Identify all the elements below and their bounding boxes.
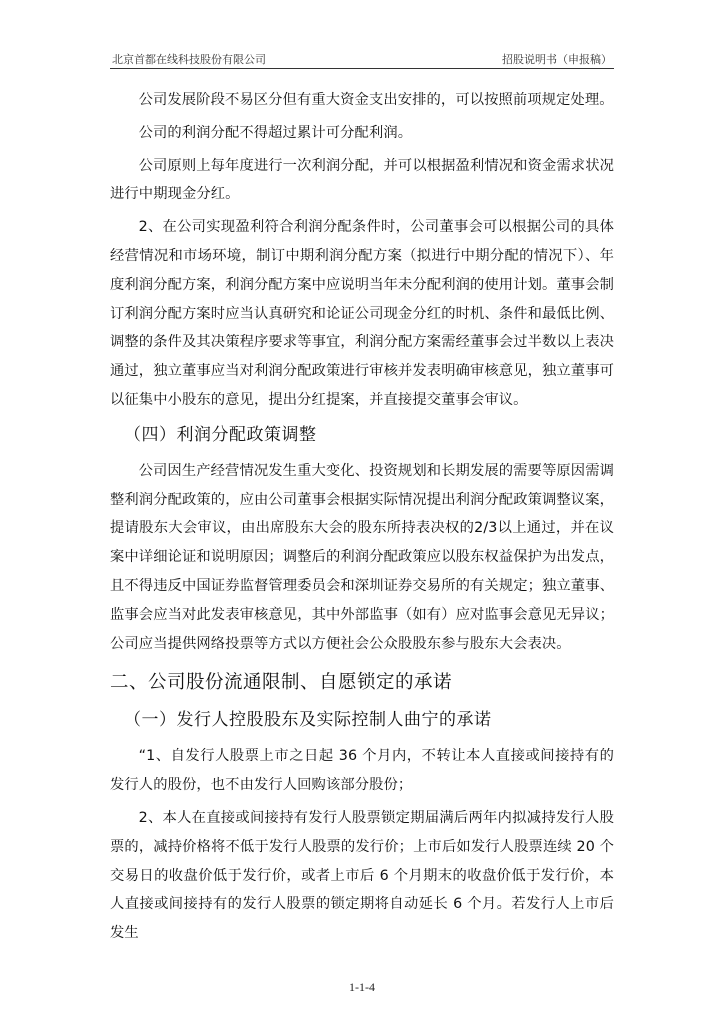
page-header <box>110 50 614 69</box>
paragraph: 公司因生产经营情况发生重大变化、投资规划和长期发展的需要等原因需调整利润分配政策的，应由公司董事会根据实际情况提出利润分配政策调整议案，提请股东大会审议，由出席股东大会的股东所持表决权的2/3以上通过，并在议案中详细论证和说明原因；调整后的利润分配政策应以股东权益保护为出发点，且不得违反中国证券监督管理委员会和深圳证券交易所的有关规定；独立董事、监事会应当对此发表审核意见，其中外部监事（如有）应对监事会意见无异议；公司应当提供网络投票等方式以方便社会公众股股东参与股东大会表决。 <box>110 462 614 652</box>
page-number: 1-1-4 <box>349 980 375 994</box>
paragraph: 2、在公司实现盈利符合利润分配条件时，公司董事会可以根据公司的具体经营情况和市场环境，制订中期利润分配方案（拟进行中期分配的情况下）、年度利润分配方案，利润分配方案中应说明当年未分配利润的使用计划。董事会制订利润分配方案时应当认真研究和论证公司现金分红的时机、条件和最低比例、调整的条件及其决策程序要求等事宜，利润分配方案需经董事会过半数以上表决通过，独立董事应当对利润分配政策进行审核并发表明确审核意见，独立董事可以征集中小股东的意见，提出分红提案，并直接提交董事会审议。 <box>110 219 614 408</box>
paragraph: 公司的利润分配不得超过累计可分配利润。 <box>138 124 413 141</box>
paragraph: 公司原则上每年度进行一次利润分配，并可以根据盈利情况和资金需求状况进行中期现金分红。 <box>110 157 614 203</box>
section-heading-profit-policy-adjustment: （四）利润分配政策调整 <box>124 424 317 445</box>
document-body <box>110 86 614 952</box>
section-heading-controlling-shareholder: （一）发行人控股股东及实际控制人曲宁的承诺 <box>124 710 492 731</box>
header-company-name: 北京首都在线科技股份有限公司 <box>112 53 266 66</box>
paragraph: 2、本人在直接或间接持有发行人股票锁定期届满后两年内拟减持发行人股票的，减持价格将不低于发行人股票的发行价；上市后如发行人股票连续 20 个交易日的收盘价低于发行价，或者上市后 6 个月期末的收盘价低于发行价，本人直接或间接持有的发行人股票的锁定期将自动延长 6 个月。若发行人上市后发生 <box>110 809 614 942</box>
chapter-heading-share-lockup: 二、公司股份流通限制、自愿锁定的承诺 <box>110 672 453 694</box>
header-document-title: 招股说明书（申报稿） <box>502 53 612 66</box>
paragraph: 公司发展阶段不易区分但有重大资金支出安排的，可以按照前项规定处理。 <box>138 92 614 108</box>
paragraph: “1、自发行人股票上市之日起 36 个月内，不转让本人直接或间接持有的发行人的股份，也不由发行人回购该部分股份； <box>110 748 614 794</box>
